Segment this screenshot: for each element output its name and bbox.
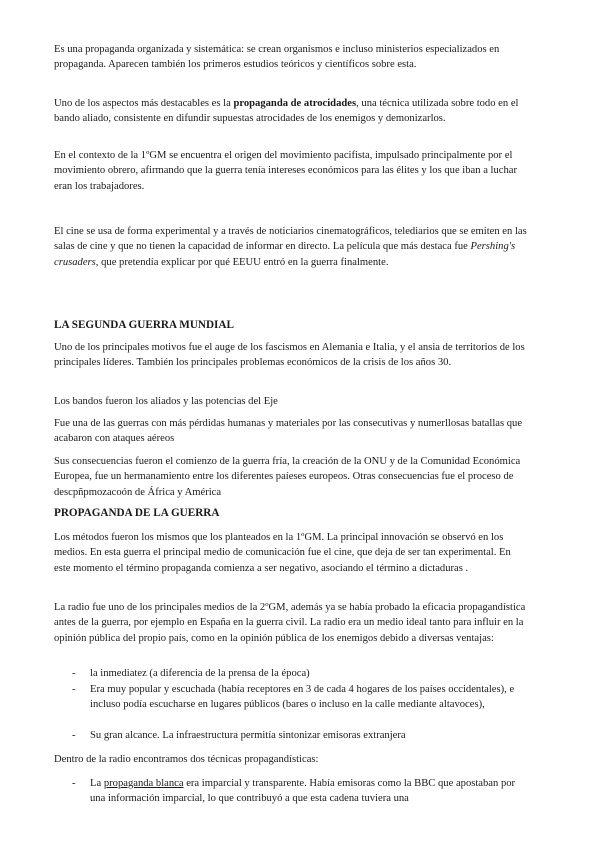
section-title: LA SEGUNDA GUERRA MUNDIAL (54, 319, 234, 331)
list-item-text (90, 776, 520, 807)
list-item-text: Su gran alcance. La infraestructura permitía sintonizar emisoras extranjera (90, 730, 406, 741)
bullet-dash: - (72, 778, 76, 789)
paragraph-causes: Uno de los principales motivos fue el auge de los fascismos en Alemania e Italia, y el ansia de territorios de los principales líderes. También los principales problemas económicos de la crisis de los años 30. (54, 342, 525, 369)
paragraph-consequences: Sus consecuencias fueron el comienzo de la guerra fría, la creación de la ONU y de la Comunidad Económica Europea, fue un hermanamiento entre los diferentes paíeses europeos. Otras consecuencias fue el proceso de descpñpmozacoón de África y América (54, 456, 521, 498)
text-run: Uno de los aspectos más destacables es la (54, 98, 234, 109)
bold-term: propaganda de atrocidades (233, 98, 357, 109)
subsection-title: PROPAGANDA DE LA GUERRA (54, 507, 220, 519)
text-run: , una técnica utilizada sobre todo en el bando aliado, consistente en difundir supuestas atrocidades de los enemigos y demonizarlos. (54, 98, 519, 125)
paragraph-sides: Los bandos fueron los aliados y las potencias del Eje (54, 396, 278, 407)
bullet-dash: - (72, 668, 76, 679)
list-item-text: la inmediatez (a diferencia de la prensa de la época) (90, 668, 310, 679)
paragraph-losses: Fue una de las guerras con más pérdidas humanas y materiales por las consecutivas y numerllosas batallas que acabaron con ataques aéreos (54, 418, 523, 445)
bullet-dash: - (72, 684, 76, 695)
film-title: Pershing's crusaders (54, 241, 516, 268)
underlined-term: propaganda blanca (103, 778, 184, 789)
text-run: La (90, 778, 104, 789)
list-item (72, 776, 520, 807)
list-item-text: Era muy popular y escuchada (había receptores en 3 de cada 4 hogares de los países occidentales), e incluso podía escucharse en lugares públicos (bares o incluso en la calle mediante altavoces), (90, 684, 515, 711)
text-run: , que pretendía explicar por qué EEUU entró en la guerra finalmente. (95, 256, 389, 268)
paragraph-atrocity-propaganda (54, 96, 528, 127)
list-item (72, 666, 520, 681)
text-run: El cine se usa de forma experimental y a través de noticiarios cinematográficos, telediarios que se emiten en las salas de cine y que no tienen la capacidad de informar en directo. La película que más destaca fue (54, 226, 527, 253)
paragraph-cinema (54, 224, 528, 270)
paragraph-methods: Los métodos fueron los mismos que los planteados en la 1ºGM. La principal innovación se observó en los medios. En esta guerra el principal medio de comunicación fue el cine, que deja de ser tan experimental. En este momento el término propaganda comienza a ser negativo, asociando el término a dictaduras . (54, 532, 511, 574)
paragraph-pacifist-movement: En el contexto de la 1ºGM se encuentra el origen del movimiento pacifista, impulsado principalmente por el movimiento obrero, afirmando que la guerra tenía intereses económicos para las élites y los que iban a luchar eran los trabajadores. (54, 150, 518, 192)
list-item (72, 728, 520, 743)
text-run: era imparcial y transparente. Había emisoras como la BBC que apostaban por una información imparcial, lo que contribuyó a que esta cadena tuviera una (90, 778, 516, 805)
paragraph-radio: La radio fue uno de los principales medios de la 2ºGM, además ya se había probado la eficacia propagandística antes de la guerra, por ejemplo en España en la guerra civil. La radio era un medio ideal tanto para influir en la opinión pública del propio país, como en la opinión pública de los enemigos debido a diversas ventajas: (54, 602, 526, 644)
bullet-dash: - (72, 730, 76, 741)
paragraph-organized-propaganda: Es una propaganda organizada y sistemática: se crean organismos e incluso ministerios especializados en propaganda. Aparecen también los primeros estudios teóricos y científicos sobre esta. (54, 44, 500, 71)
paragraph-radio-techniques: Dentro de la radio encontramos dos técnicas propagandísticas: (54, 754, 319, 765)
list-item (72, 682, 520, 713)
